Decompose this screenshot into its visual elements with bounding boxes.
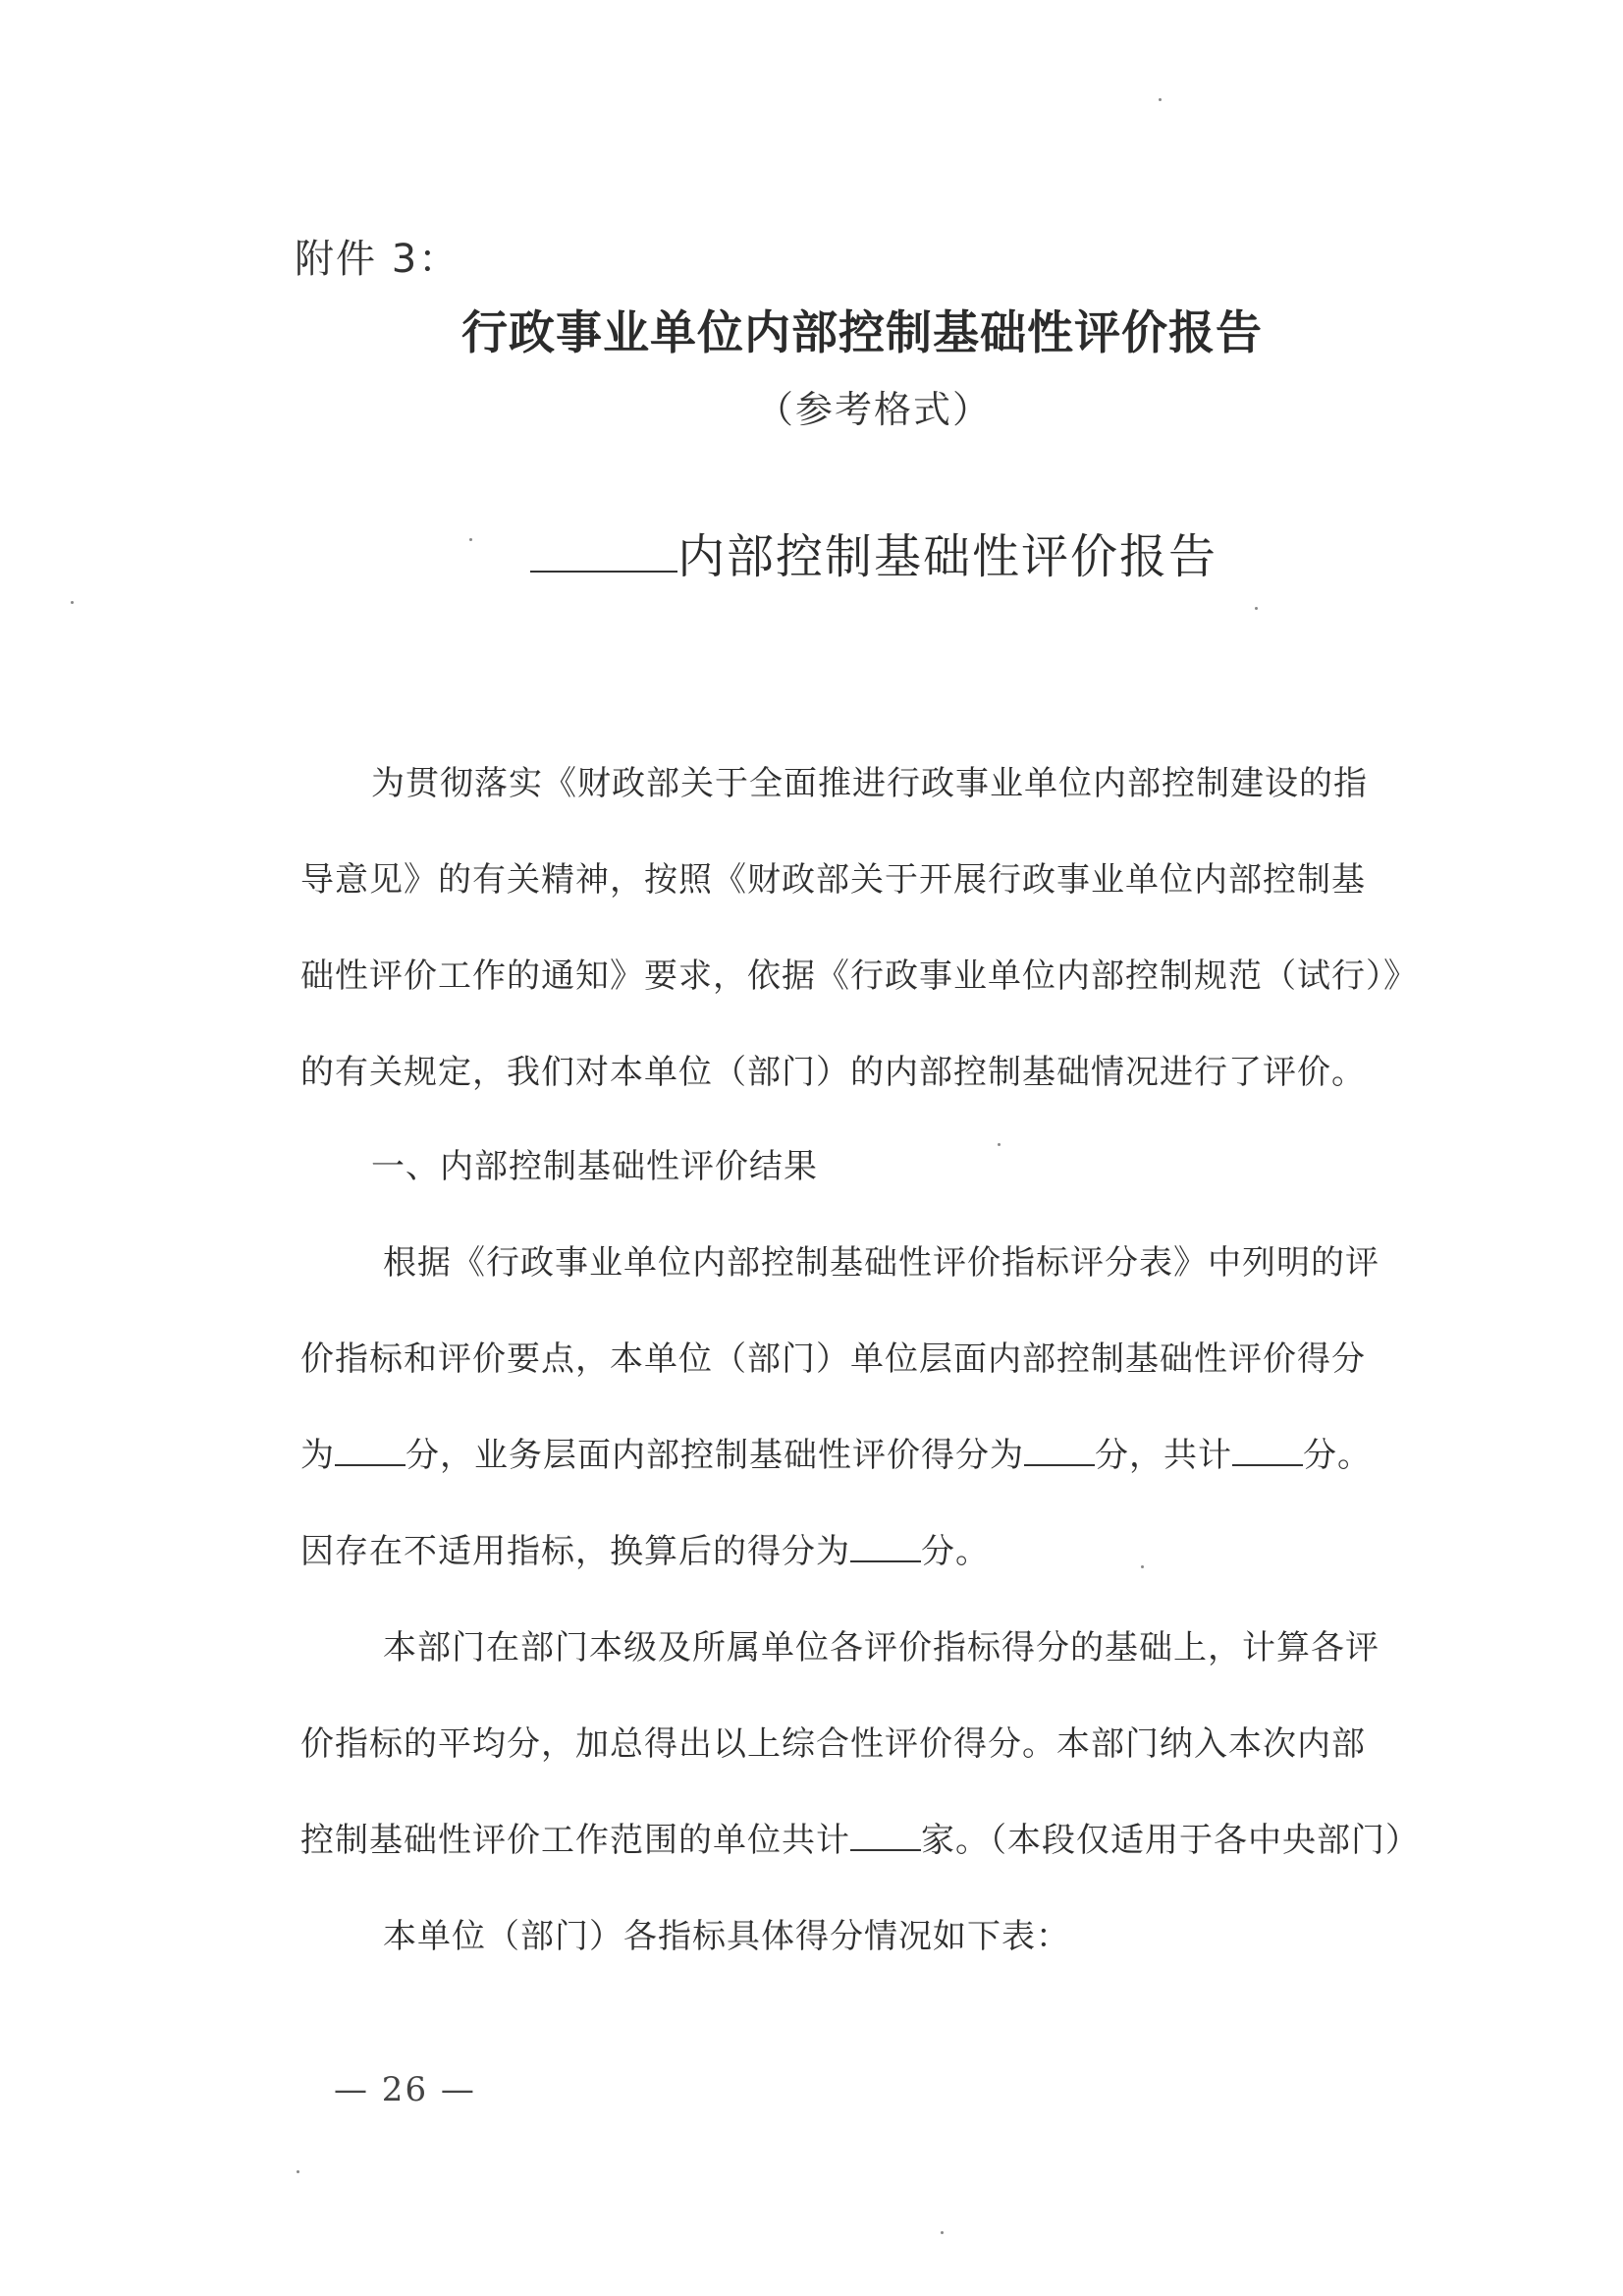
paragraph-2-line-4: [300, 1524, 990, 1572]
paragraph-2-line-3: [300, 1428, 1372, 1476]
paragraph-1-line-1: 为贯彻落实《财政部关于全面推进行政事业单位内部控制建设的指: [371, 764, 1368, 803]
paragraph-2-line-3-text-a: 为: [300, 1436, 335, 1475]
unit-count-blank: [850, 1848, 921, 1851]
business-score-blank: [1024, 1463, 1095, 1466]
page-number: — 26 —: [334, 2070, 476, 2109]
unit-score-blank: [335, 1463, 406, 1466]
paragraph-3-line-1: 本部门在部门本级及所属单位各评价指标得分的基础上，计算各评: [383, 1628, 1380, 1667]
paragraph-3-line-2: 价指标的平均分，加总得出以上综合性评价得分。本部门纳入本次内部: [300, 1724, 1366, 1764]
scan-speck: [998, 1143, 1001, 1146]
paragraph-3-line-3-text-a: 控制基础性评价工作范围的单位共计: [300, 1821, 850, 1860]
paragraph-3-line-3-text-b: 家。（本段仅适用于各中央部门）: [921, 1821, 1420, 1860]
main-title: 行政事业单位内部控制基础性评价报告: [461, 306, 1263, 360]
scan-speck: [941, 2231, 944, 2234]
scan-speck: [1255, 607, 1258, 610]
converted-score-blank: [850, 1559, 921, 1562]
scan-speck: [1141, 1565, 1144, 1568]
paragraph-4: 本单位（部门）各指标具体得分情况如下表：: [383, 1917, 1070, 1956]
report-subtitle-text: 内部控制基础性评价报告: [677, 529, 1218, 584]
paragraph-3-line-3: [300, 1813, 1420, 1861]
paragraph-2-line-3-text-d: 分。: [1303, 1436, 1372, 1475]
paragraph-2-line-2: 价指标和评价要点，本单位（部门）单位层面内部控制基础性评价得分: [300, 1339, 1366, 1379]
reference-format-label: （参考格式）: [756, 388, 993, 431]
attachment-label: 附件 3：: [295, 237, 460, 282]
paragraph-2-line-4-text-a: 因存在不适用指标，换算后的得分为: [300, 1532, 850, 1571]
paragraph-1-line-2: 导意见》的有关精神，按照《财政部关于开展行政事业单位内部控制基: [300, 860, 1366, 900]
paragraph-2-line-3-text-b: 分，业务层面内部控制基础性评价得分为: [406, 1436, 1024, 1475]
paragraph-1-line-3: 础性评价工作的通知》要求，依据《行政事业单位内部控制规范（试行）》: [300, 957, 1418, 996]
report-subtitle: [530, 519, 1217, 586]
unit-name-blank: [530, 570, 677, 573]
section-1-heading: 一、内部控制基础性评价结果: [371, 1147, 818, 1186]
scan-speck: [1159, 98, 1162, 101]
total-score-blank: [1232, 1463, 1303, 1466]
scan-speck: [469, 538, 472, 541]
paragraph-1-line-4: 的有关规定，我们对本单位（部门）的内部控制基础情况进行了评价。: [300, 1053, 1366, 1092]
paragraph-2-line-3-text-c: 分，共计: [1095, 1436, 1232, 1475]
scan-speck: [297, 2170, 299, 2173]
scan-speck: [71, 601, 74, 604]
paragraph-2-line-1: 根据《行政事业单位内部控制基础性评价指标评分表》中列明的评: [383, 1243, 1380, 1283]
paragraph-2-line-4-text-b: 分。: [921, 1532, 990, 1571]
